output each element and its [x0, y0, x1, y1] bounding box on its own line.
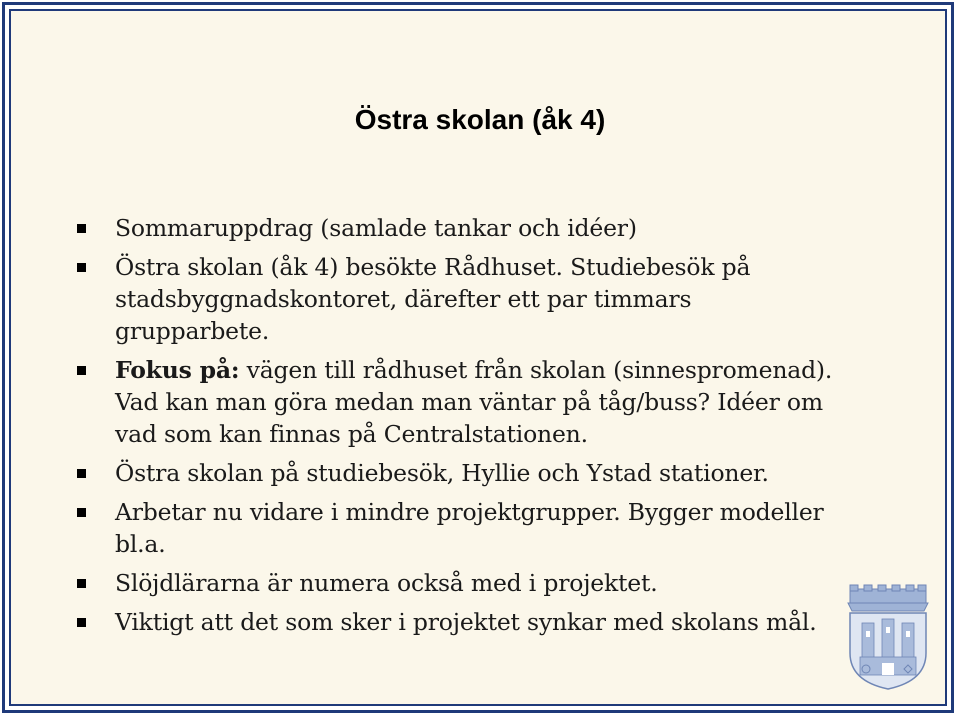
bullet-text: vägen till rådhuset från skolan (sinnespromenad). Vad kan man göra medan man väntar på tåg/buss? Idéer om vad som kan finnas på Centralstationen.	[115, 356, 833, 448]
bullet-square-icon	[77, 508, 86, 517]
bullet-text: Östra skolan på studiebesök, Hyllie och Ystad stationer.	[115, 459, 769, 487]
bullet-item	[74, 457, 844, 489]
bullet-square-icon	[77, 618, 86, 627]
city-coat-of-arms-icon	[842, 583, 934, 691]
bullet-square-icon	[77, 366, 86, 375]
bullet-square-icon	[77, 469, 86, 478]
bullet-lead: Fokus på:	[115, 356, 240, 384]
bullet-item	[74, 354, 844, 450]
bullet-list	[74, 212, 844, 645]
bullet-item	[74, 212, 844, 244]
bullet-square-icon	[77, 224, 86, 233]
bullet-square-icon	[77, 579, 86, 588]
bullet-text: Slöjdlärarna är numera också med i projektet.	[115, 569, 658, 597]
bullet-text: Viktigt att det som sker i projektet synkar med skolans mål.	[115, 608, 817, 636]
bullet-item	[74, 251, 844, 347]
bullet-item	[74, 606, 844, 638]
bullet-item	[74, 496, 844, 560]
slide-title: Östra skolan (åk 4)	[354, 104, 606, 135]
bullet-square-icon	[77, 263, 86, 272]
bullet-text: Östra skolan (åk 4) besökte Rådhuset. Studiebesök på stadsbyggnadskontoret, därefter ett par timmars grupparbete.	[115, 253, 751, 345]
bullet-text: Arbetar nu vidare i mindre projektgrupper. Bygger modeller bl.a.	[115, 498, 824, 558]
bullet-text: Sommaruppdrag (samlade tankar och idéer)	[115, 214, 637, 242]
bullet-item	[74, 567, 844, 599]
